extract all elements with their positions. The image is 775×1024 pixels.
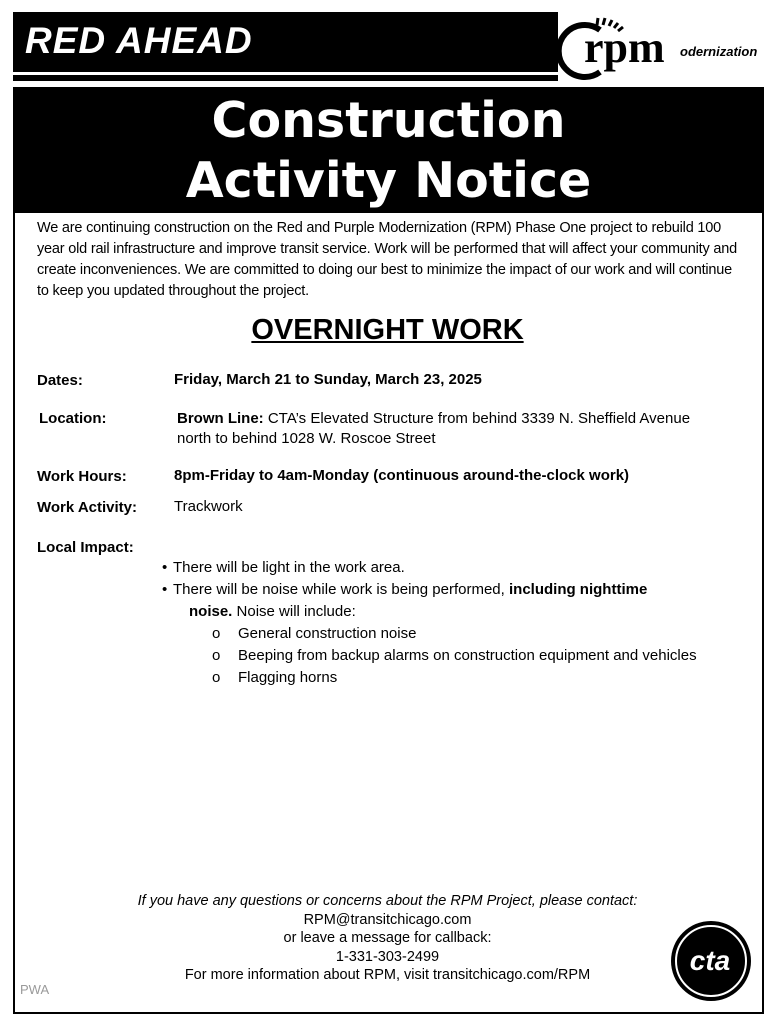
impact-item xyxy=(162,557,762,579)
impact-text-light: There will be light in the work area. xyxy=(173,559,405,576)
cta-logo-text: cta xyxy=(689,945,731,976)
work-hours-value: 8pm-Friday to 4am-Monday (continuous around-the-clock work) xyxy=(174,467,630,484)
contact-callback: or leave a message for callback: xyxy=(283,930,492,946)
location-line2: north to behind 1028 W. Roscoe Street xyxy=(177,430,436,447)
title-line-1: Construction xyxy=(211,92,566,149)
section-heading: OVERNIGHT WORK xyxy=(251,314,524,346)
pwa-watermark: PWA xyxy=(20,982,50,997)
work-activity-value: Trackwork xyxy=(174,498,243,515)
rpm-logo-suffix: odernization xyxy=(680,44,758,59)
local-impact-label: Local Impact: xyxy=(37,539,134,556)
work-hours-label: Work Hours: xyxy=(37,468,127,485)
contact-email[interactable]: RPM@transitchicago.com xyxy=(303,911,472,928)
noise-sub-list xyxy=(162,623,762,689)
noise-sub-item-text: Flagging horns xyxy=(238,669,338,686)
circle-bullet-icon: o xyxy=(212,625,221,642)
title-line-2: Activity Notice xyxy=(185,152,592,209)
more-info-link[interactable]: For more information about RPM, visit transitchicago.com/RPM xyxy=(184,967,591,983)
impact-text-noise-end: Noise will include: xyxy=(232,603,356,620)
impact-list xyxy=(162,557,762,689)
rpm-logo-text: rpm xyxy=(584,23,665,72)
bullet-icon: • xyxy=(162,581,168,598)
bullet-icon: • xyxy=(162,559,168,576)
impact-item xyxy=(162,579,762,601)
noise-sub-item xyxy=(212,667,762,689)
noise-sub-item-text: General construction noise xyxy=(238,625,417,642)
circle-bullet-icon: o xyxy=(212,647,221,664)
cta-logo xyxy=(670,920,752,1002)
circle-bullet-icon: o xyxy=(212,669,221,686)
work-activity-label: Work Activity: xyxy=(37,499,138,516)
location-line1: CTA’s Elevated Structure from behind 3339 N. Sheffield Avenue xyxy=(263,410,691,427)
dates-value: Friday, March 21 to Sunday, March 23, 2025 xyxy=(174,371,482,388)
red-ahead-logo: RED AHEAD xyxy=(25,20,253,61)
impact-text-noise: There will be noise while work is being performed, xyxy=(173,581,509,598)
noise-sub-item xyxy=(212,645,762,667)
dates-label: Dates: xyxy=(37,372,83,389)
location-value xyxy=(177,409,757,449)
header-stripe xyxy=(13,75,558,81)
noise-sub-item xyxy=(212,623,762,645)
contact-phone[interactable]: 1-331-303-2499 xyxy=(335,948,440,965)
location-line-name: Brown Line: xyxy=(177,410,264,427)
contact-footer xyxy=(0,892,775,985)
impact-text-noise-bold-2: noise. xyxy=(189,603,233,620)
location-label: Location: xyxy=(39,410,107,427)
noise-sub-item-text: Beeping from backup alarms on construction equipment and vehicles xyxy=(238,647,697,664)
contact-question: If you have any questions or concerns about the RPM Project, please contact: xyxy=(137,893,638,909)
intro-paragraph: We are continuing construction on the Red and Purple Modernization (RPM) Phase One project to rebuild 100 year old rail infrastructure and improve transit service. Work will be performed that will affect your community and create inconveniences. We are committed to doing our best to minimize the impact of our work and will continue to keep you updated throughout the project. xyxy=(37,220,737,299)
title-block xyxy=(13,87,764,213)
impact-text-noise-bold: including nighttime xyxy=(508,581,648,598)
impact-item-continuation xyxy=(162,601,762,623)
